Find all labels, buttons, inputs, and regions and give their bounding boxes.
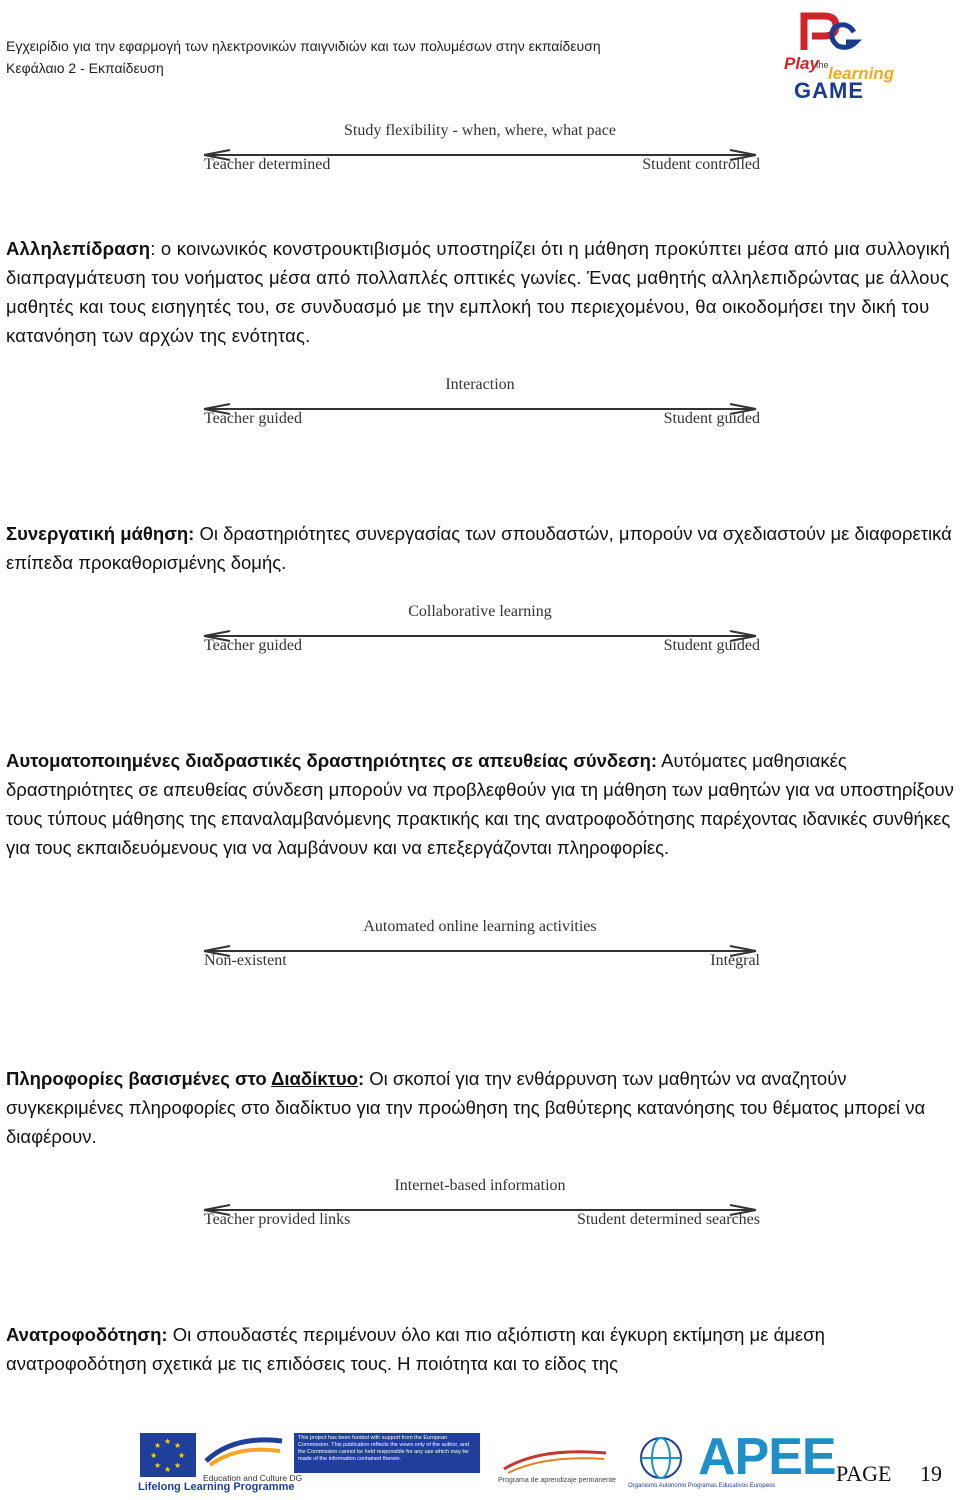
body-feedback: Οι σπουδαστές περιμένουν όλο και πιο αξιόπιστη και έγκυρη εκτίμηση με άμεση ανατροφοδότηση σχετικά με τις επιδόσεις τους. Η ποιότητα και το είδος της xyxy=(6,1324,825,1374)
term-feedback: Ανατροφοδότηση: xyxy=(6,1324,168,1345)
scale-title: Interaction xyxy=(445,376,515,393)
paragraph-feedback xyxy=(6,1320,958,1378)
scale-right-label: Integral xyxy=(710,952,760,969)
scale-internet-information xyxy=(200,1177,760,1237)
scale-left-label: Teacher guided xyxy=(204,410,302,427)
logo-play-text: Play xyxy=(784,54,819,73)
scale-study-flexibility xyxy=(200,122,760,182)
globe-icon xyxy=(636,1433,686,1483)
term-interaction: Αλληλεπίδραση xyxy=(6,238,151,259)
programme-label: Programa de aprendizaje permanente xyxy=(498,1477,616,1484)
scale-right-label: Student controlled xyxy=(642,156,760,173)
scale-right-label: Student guided xyxy=(663,410,760,427)
scale-collaborative-learning xyxy=(200,603,760,663)
scale-interaction xyxy=(200,376,760,436)
paragraph-collaborative xyxy=(6,519,958,577)
term-internet-a: Πληροφορίες βασισμένες στο xyxy=(6,1068,272,1089)
scale-title: Study flexibility - when, where, what pace xyxy=(344,122,616,139)
scale-left-label: Teacher guided xyxy=(204,637,302,654)
apee-logo: APEE xyxy=(698,1428,836,1486)
scale-title: Automated online learning activities xyxy=(363,918,597,935)
body-interaction: : ο κοινωνικός κονστρουκτιβισμός υποστηρίζει ότι η μάθηση προκύπτει μέσα από μια συλλογική διαπραγμάτευση του νοήματος μέσα από πολλαπλές οπτικές γωνίες. Ένας μαθητής αλληλεπιδρώντας με άλλους μαθητές και τους εισηγητές του, σε συνδυασμό με την εμπλοκή του περιεχομένου, θα οικοδομήσει την δική του κατανόηση των αρχών της ενότητας. xyxy=(6,238,950,346)
scale-left-label: Teacher provided links xyxy=(204,1211,351,1228)
page-label: PAGE xyxy=(836,1461,892,1486)
paragraph-automated xyxy=(6,746,958,862)
education-culture-label: Education and Culture DG xyxy=(203,1473,303,1483)
chapter-label: Κεφάλαιο 2 - Εκπαίδευση xyxy=(6,60,164,76)
logo-the-text: the xyxy=(816,60,829,70)
logo-mark-icon xyxy=(790,10,862,56)
eu-disclaimer: This project has been funded with support from the European Commission. This publication reflects the views only of the author, and the Commission cannot be held responsible for any use which may be made of the information contained therein. xyxy=(294,1433,480,1473)
page-number-value: 19 xyxy=(920,1461,942,1486)
term-internet-b: Διαδίκτυο xyxy=(271,1068,358,1089)
logo-learning-text: learning xyxy=(828,64,895,83)
culture-swoosh-icon xyxy=(204,1431,284,1471)
logo-game-text: GAME xyxy=(794,78,864,103)
paragraph-interaction xyxy=(6,234,958,350)
scale-right-label: Student determined searches xyxy=(576,1211,760,1228)
scale-automated-activities xyxy=(200,918,760,978)
scale-title: Internet-based information xyxy=(394,1177,566,1194)
body-collaborative: Οι δραστηριότητες συνεργασίας των σπουδαστών, μπορούν να σχεδιαστούν με διαφορετικά επίπεδα προκαθορισμένης δομής. xyxy=(6,523,952,573)
term-automated: Αυτοματοποιημένες διαδραστικές δραστηριότητες σε απευθείας σύνδεση: xyxy=(6,750,658,771)
eu-flag-icon: ★ ★ ★ ★ ★ ★ ★ ★ xyxy=(140,1433,196,1477)
page-number xyxy=(836,1461,942,1487)
term-internet-c: : xyxy=(357,1068,365,1089)
play-the-learning-game-logo xyxy=(778,10,898,106)
page-footer xyxy=(0,1425,960,1500)
programme-logo-icon xyxy=(500,1445,610,1475)
scale-left-label: Teacher determined xyxy=(204,156,331,173)
body-internet: Οι σκοποί για την ενθάρρυνση των μαθητών να αναζητούν συγκεκριμένες πληροφορίες στο διαδίκτυο για την προώθηση της βαθύτερης κατανόησης του θέματος μπορεί να διαφέρουν. xyxy=(6,1068,926,1147)
scale-right-label: Student guided xyxy=(663,637,760,654)
paragraph-internet xyxy=(6,1064,958,1151)
scale-title: Collaborative learning xyxy=(408,603,552,620)
body-automated: Αυτόματες μαθησιακές δραστηριότητες σε απευθείας σύνδεση μπορούν να προβλεφθούν για τη μάθηση των μαθητών για να υποστηρίξουν τους τύπους μάθησης της επαναλαμβανόμενης πρακτικής και της ανατροφοδότησης παρέχοντας ιδανικές συνθήκες για τους εκπαιδευόμενους για να λαμβάνουν και να επεξεργάζονται πληροφορίες. xyxy=(6,750,954,858)
scale-left-label: Non-existent xyxy=(204,952,287,969)
term-collaborative: Συνεργατική μάθηση: xyxy=(6,523,195,544)
organismo-label: Organismo Autonomo Programas Educativos Europeos xyxy=(628,1483,776,1489)
lifelong-learning-label: Lifelong Learning Programme xyxy=(138,1481,295,1493)
document-header-title: Εγχειρίδιο για την εφαρμογή των ηλεκτρονικών παιγνιδιών και των πολυμέσων στην εκπαίδευση xyxy=(6,38,601,54)
